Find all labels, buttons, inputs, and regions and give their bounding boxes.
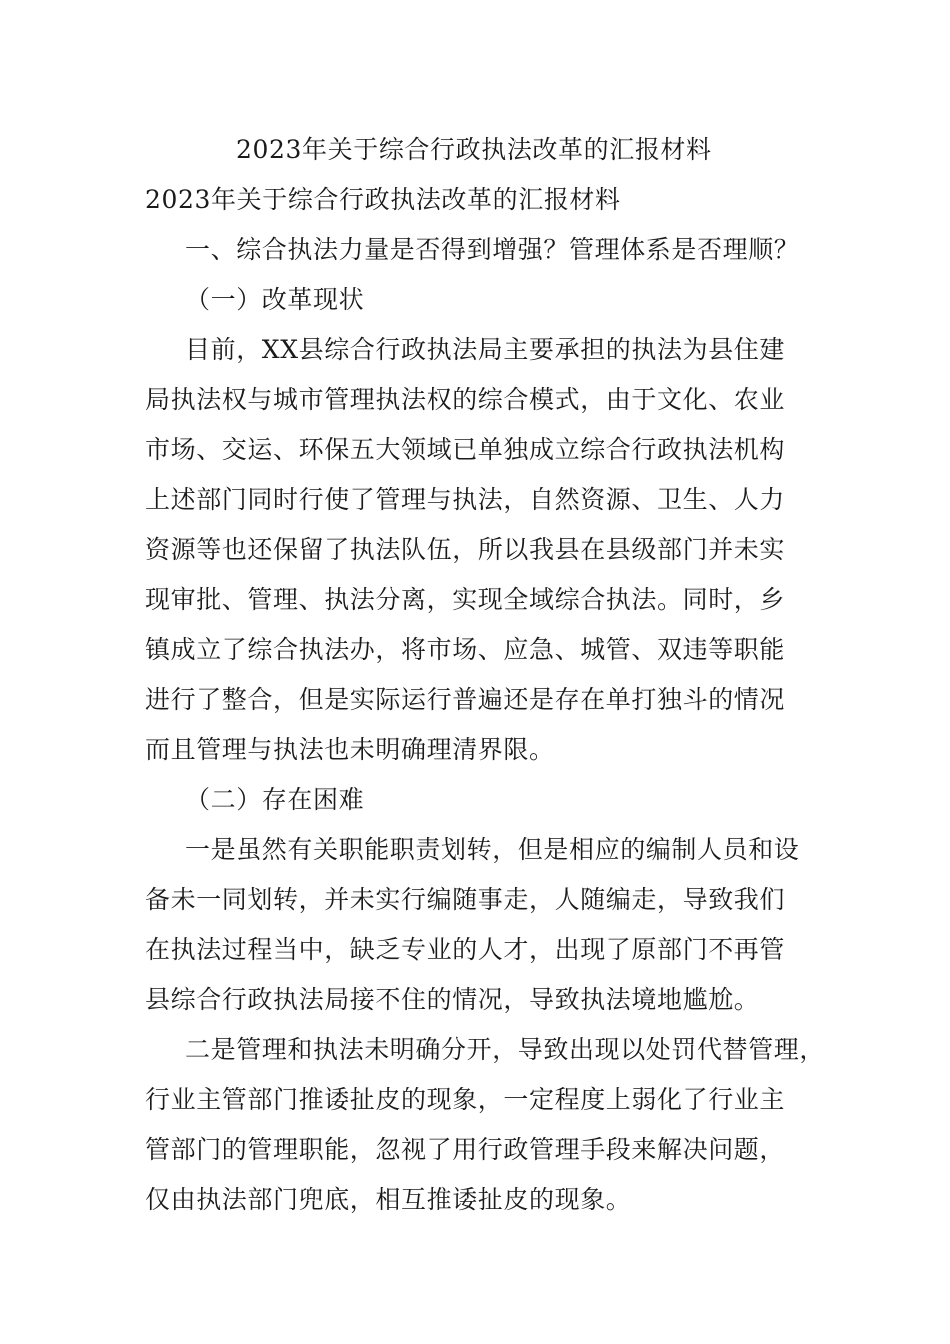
paragraph-line: 上述部门同时行使了管理与执法，自然资源、卫生、人力 <box>145 485 786 514</box>
paragraph-line: 资源等也还保留了执法队伍，所以我县在县级部门并未实 <box>145 535 786 564</box>
paragraph-line: 市场、交运、环保五大领域已单独成立综合行政执法机构 <box>145 435 786 464</box>
paragraph-line: 目前，XX县综合行政执法局主要承担的执法为县住建 <box>185 335 785 364</box>
paragraph-line: 备未一同划转，并未实行编随事走，人随编走，导致我们 <box>145 885 786 914</box>
paragraph-line: 二是管理和执法未明确分开，导致出现以处罚代替管理， <box>185 1035 826 1064</box>
section-heading-1: 一、综合执法力量是否得到增强？管理体系是否理顺？ <box>185 235 800 264</box>
paragraph-line: 而且管理与执法也未明确理清界限。 <box>145 735 555 764</box>
paragraph-line: 镇成立了综合执法办，将市场、应急、城管、双违等职能 <box>145 635 786 664</box>
paragraph-line: 一是虽然有关职能职责划转，但是相应的编制人员和设 <box>185 835 800 864</box>
paragraph-line: 在执法过程当中，缺乏专业的人才，出现了原部门不再管 <box>145 935 786 964</box>
paragraph-line: 行业主管部门推诿扯皮的现象，一定程度上弱化了行业主 <box>145 1085 786 1114</box>
document-title: 2023年关于综合行政执法改革的汇报材料 <box>236 135 712 164</box>
document-subtitle: 2023年关于综合行政执法改革的汇报材料 <box>145 185 621 214</box>
paragraph-line: 管部门的管理职能，忽视了用行政管理手段来解决问题， <box>145 1135 786 1164</box>
subsection-heading-1: （一）改革现状 <box>185 285 365 314</box>
paragraph-line: 局执法权与城市管理执法权的综合模式，由于文化、农业 <box>145 385 786 414</box>
paragraph-line: 现审批、管理、执法分离，实现全域综合执法。同时，乡 <box>145 585 786 614</box>
paragraph-line: 仅由执法部门兜底，相互推诿扯皮的现象。 <box>145 1185 632 1214</box>
subsection-heading-2: （二）存在困难 <box>185 785 365 814</box>
paragraph-line: 县综合行政执法局接不住的情况，导致执法境地尴尬。 <box>145 985 760 1014</box>
paragraph-line: 进行了整合，但是实际运行普遍还是存在单打独斗的情况 <box>145 685 786 714</box>
